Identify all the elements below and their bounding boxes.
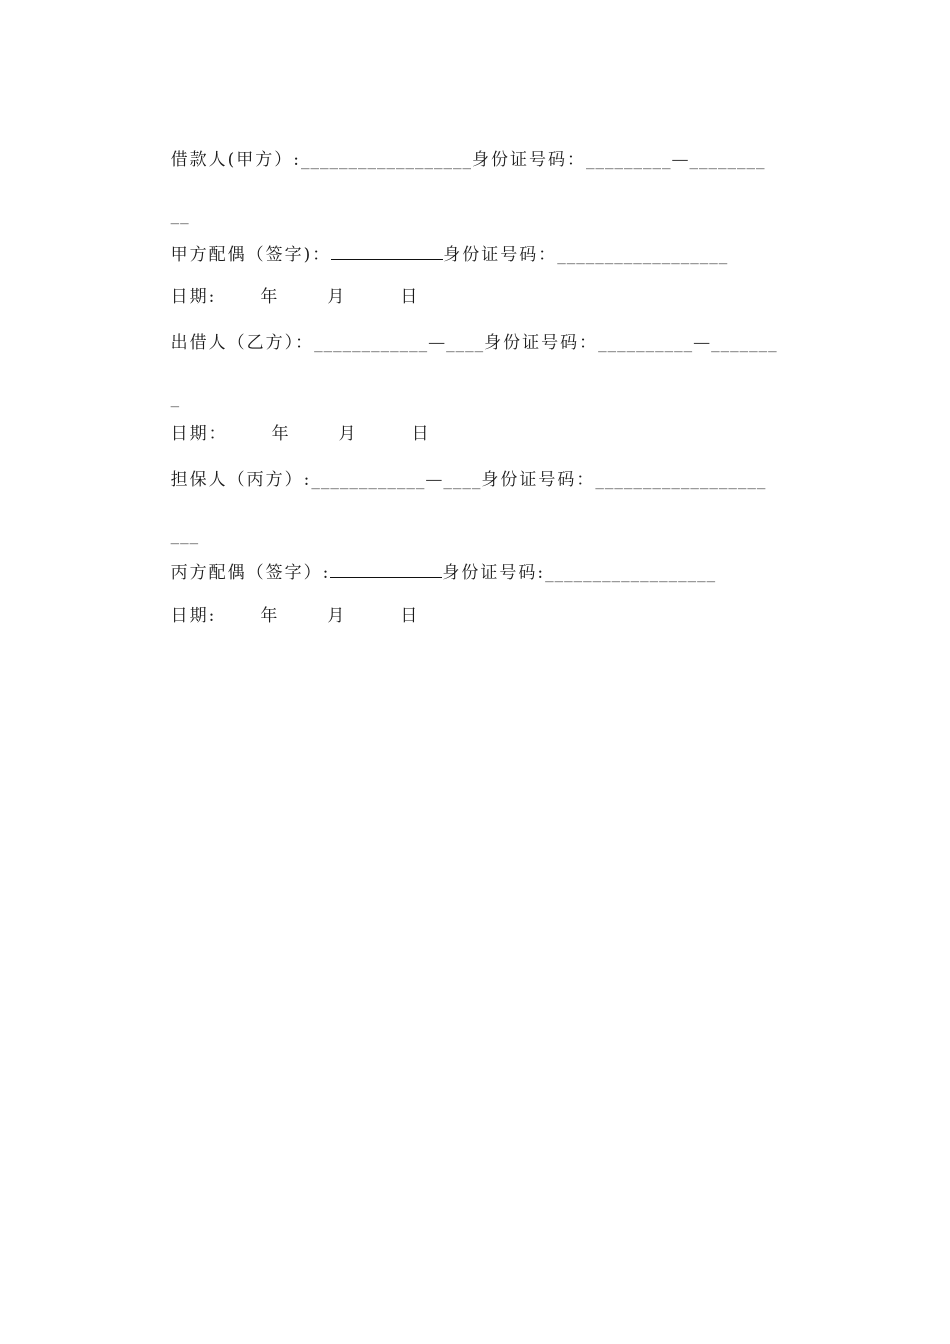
day-label: 日 — [400, 606, 420, 626]
guarantor-spouse-id-blank: __________________ — [545, 563, 717, 583]
date-line-3 — [141, 583, 419, 649]
month-label: 月 — [338, 424, 358, 444]
borrower-line — [141, 127, 766, 193]
borrower-spouse-id-blank: __________________ — [557, 245, 729, 265]
borrower-label: 借款人(甲方）: — [170, 150, 301, 170]
borrower-id-label: 身份证号码： — [472, 150, 586, 170]
date-label: 日期: — [170, 606, 217, 626]
year-label: 年 — [260, 287, 280, 307]
guarantor-id-label: 身份证号码： — [481, 470, 596, 490]
month-label: 月 — [327, 287, 347, 307]
guarantor-label: 担保人（丙方）: — [170, 470, 312, 490]
guarantor-id-blank-wrap: ___ — [170, 525, 200, 545]
lender-signature-blank: ____________—____ — [314, 333, 485, 353]
lender-label: 出借人（乙方）： — [170, 333, 315, 353]
guarantor-spouse-id-label: 身份证号码: — [442, 563, 546, 583]
day-label: 日 — [400, 287, 420, 307]
borrower-spouse-label: 甲方配偶（签字)： — [170, 245, 332, 265]
borrower-signature-blank: __________________ — [301, 150, 472, 170]
date-label: 日期: — [170, 287, 217, 307]
lender-id-label: 身份证号码： — [484, 333, 599, 353]
lender-id-blank-wrap: _ — [170, 388, 181, 408]
guarantor-spouse-signature-line — [330, 561, 442, 578]
lender-id-blank: __________—_______ — [598, 333, 778, 353]
guarantor-id-blank: __________________ — [595, 470, 767, 490]
day-label: 日 — [411, 424, 431, 444]
borrower-id-blank: _________—________ — [586, 150, 766, 170]
borrower-spouse-signature-line — [331, 243, 443, 260]
guarantor-line — [141, 447, 766, 513]
year-label: 年 — [260, 606, 280, 626]
lender-line — [141, 310, 778, 376]
year-label: 年 — [271, 424, 291, 444]
guarantor-signature-blank: ____________—____ — [311, 470, 482, 490]
month-label: 月 — [327, 606, 347, 626]
guarantor-spouse-label: 丙方配偶（签字）: — [170, 563, 331, 583]
date-label: 日期： — [170, 424, 228, 444]
borrower-id-blank-wrap: __ — [170, 205, 190, 225]
borrower-spouse-id-label: 身份证号码： — [443, 245, 558, 265]
